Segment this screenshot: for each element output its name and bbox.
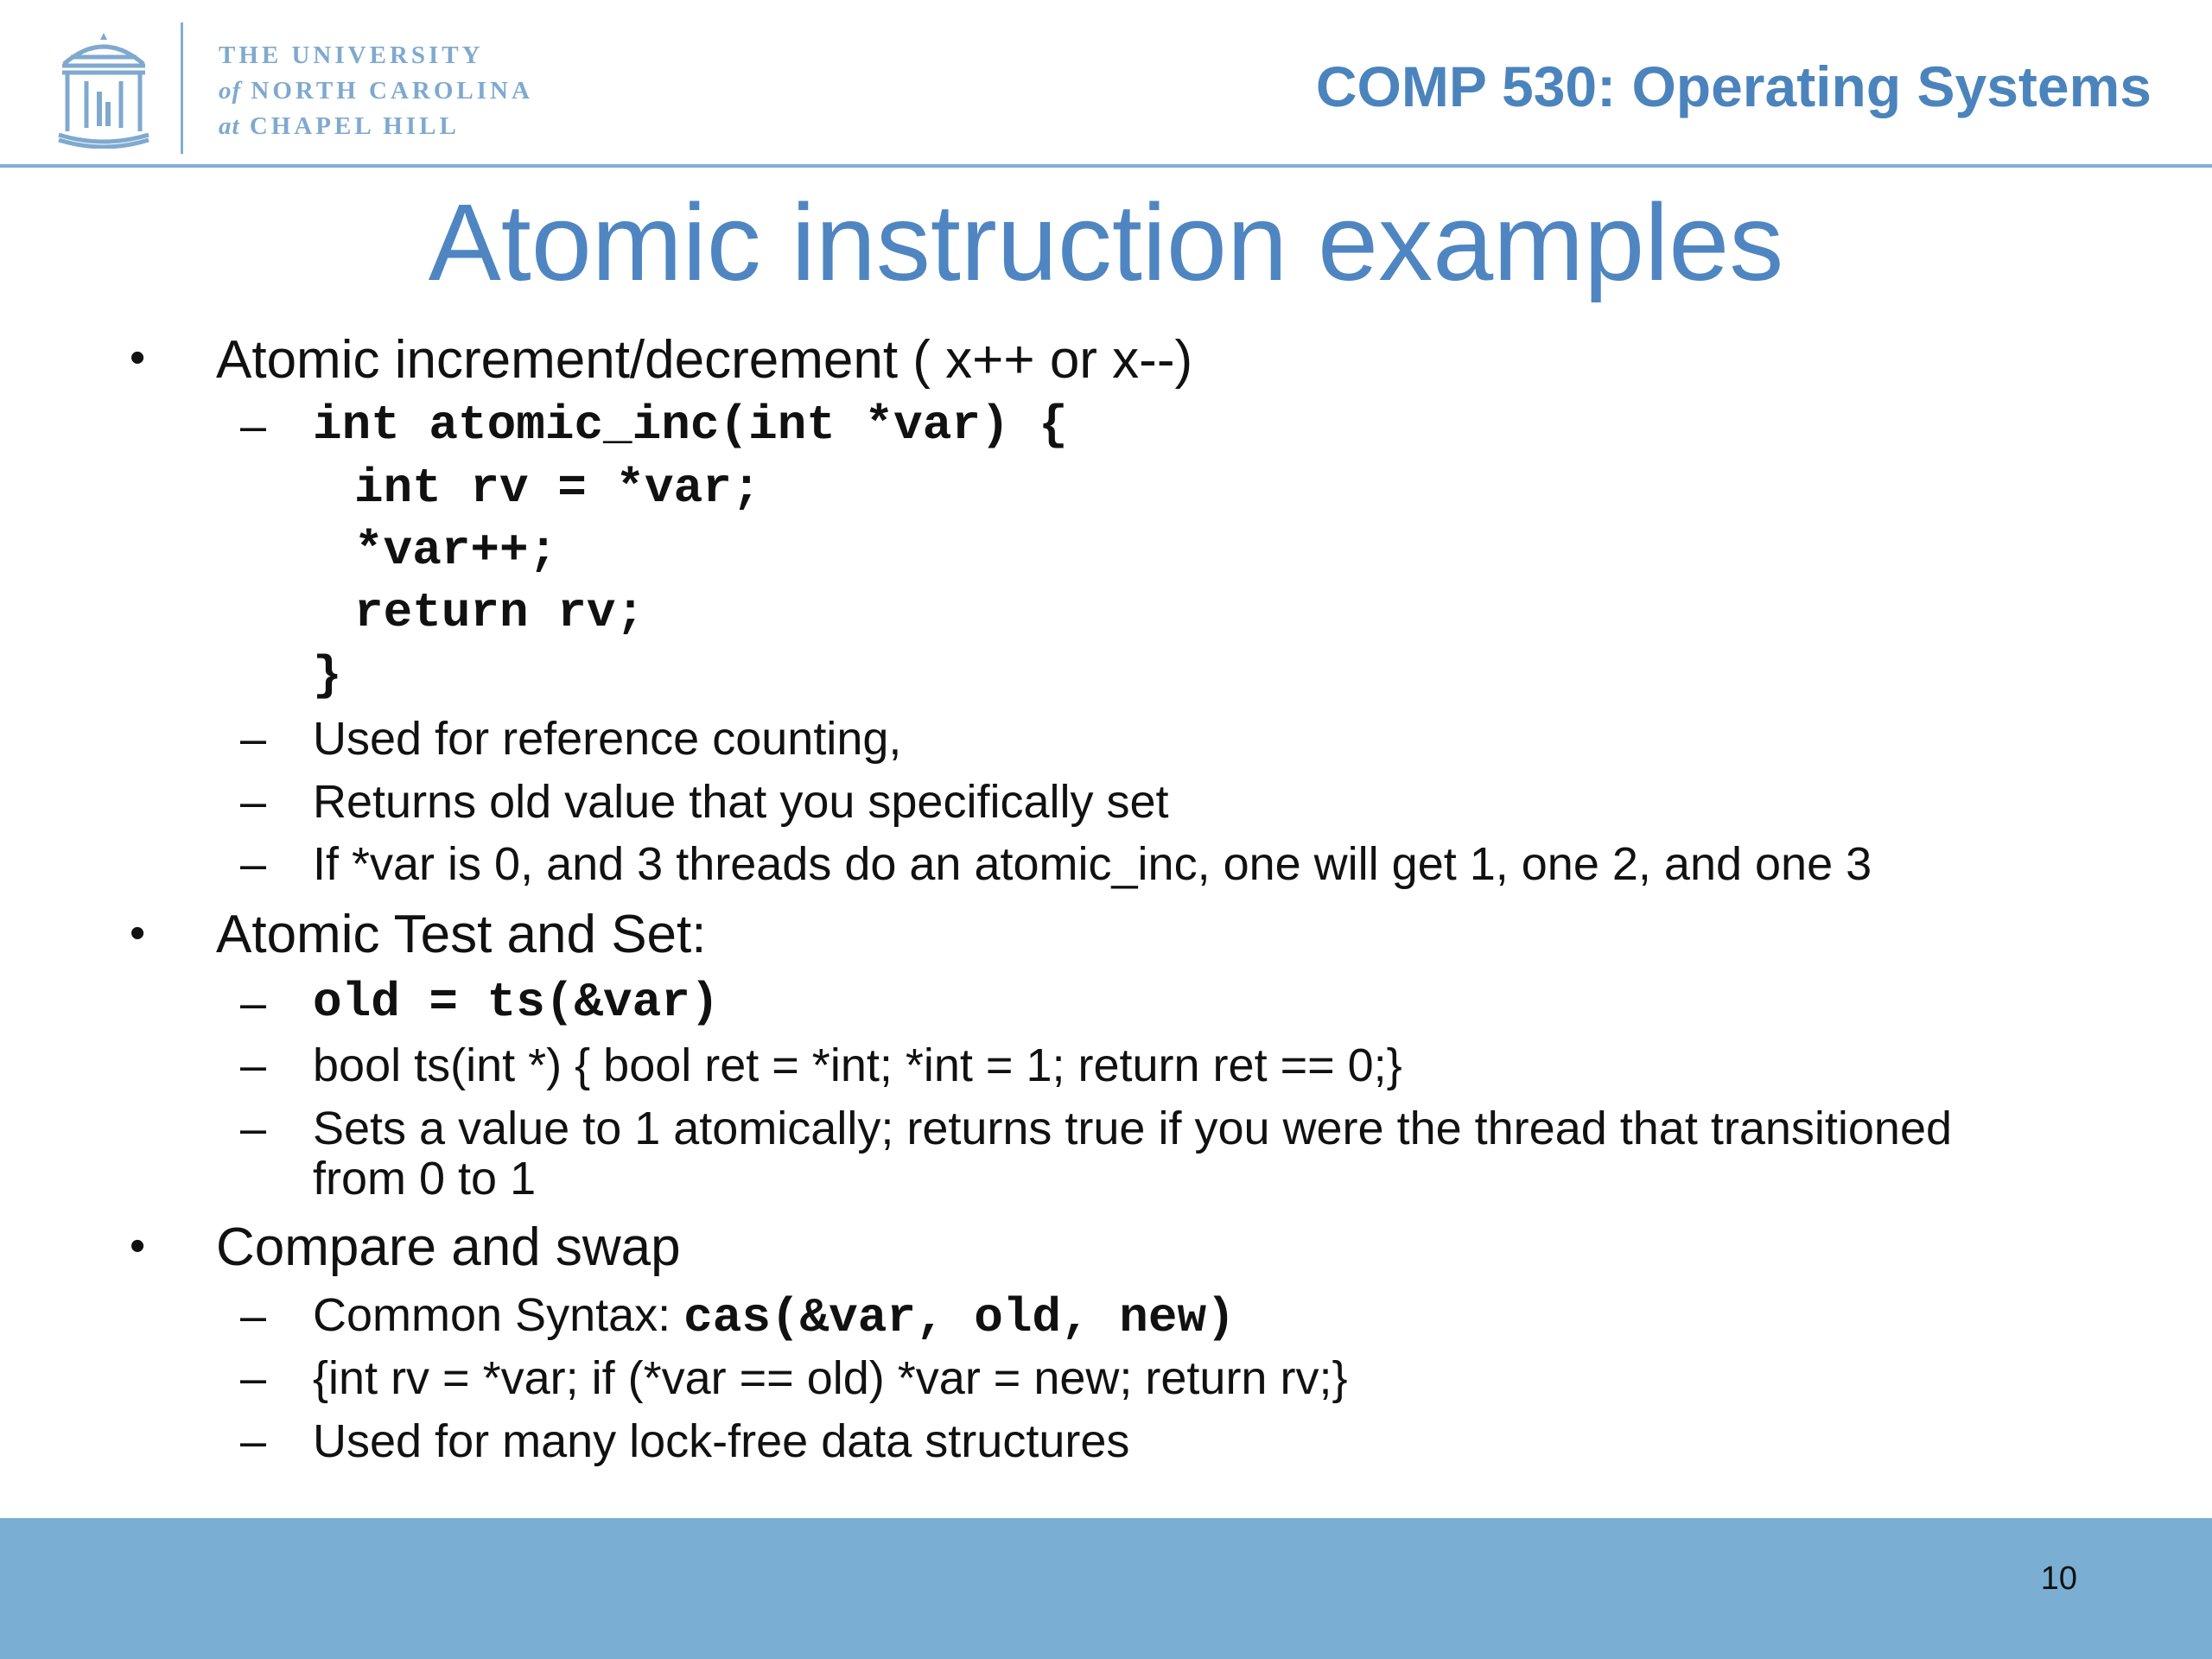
dash-marker: – xyxy=(240,1290,267,1342)
university-line-2-text: NORTH CAROLINA xyxy=(251,77,533,105)
syntax-code: cas(&var, old, new) xyxy=(683,1290,1236,1345)
bullet-2-code-item: old = ts(&var) xyxy=(313,975,720,1030)
bullet-3-subitem-1: {int rv = *var; if (*var == old) *var = new; return rv;} xyxy=(313,1352,1348,1404)
university-line-1: THE UNIVERSITY xyxy=(219,41,484,69)
dash-marker: – xyxy=(240,1103,267,1154)
dash-marker: – xyxy=(240,713,267,765)
dash-marker: – xyxy=(240,1415,267,1467)
code-line-1: int atomic_inc(int *var) { xyxy=(313,397,1068,453)
slide-header xyxy=(0,0,2212,164)
dash-marker: – xyxy=(240,400,267,452)
bullet-marker: • xyxy=(130,333,146,383)
university-at: at xyxy=(219,112,240,140)
logo-divider xyxy=(181,22,183,154)
bullet-2-subitem-2: Sets a value to 1 atomically; returns true if you were the thread that transitioned xyxy=(313,1103,1953,1154)
bullet-marker: • xyxy=(130,1221,146,1271)
university-name xyxy=(219,38,533,144)
university-of: of xyxy=(219,77,242,105)
slide-footer xyxy=(0,1518,2212,1659)
dash-marker: – xyxy=(240,1352,267,1404)
dash-marker: – xyxy=(240,776,267,828)
code-line-4: return rv; xyxy=(354,585,645,640)
syntax-label: Common Syntax: xyxy=(313,1289,684,1341)
bullet-1-subitem-2: Returns old value that you specifically set xyxy=(313,776,1169,828)
course-title: COMP 530: Operating Systems xyxy=(1315,54,2152,118)
code-line-5: } xyxy=(313,648,342,703)
slide-title: Atomic instruction examples xyxy=(428,181,1784,303)
bullet-marker: • xyxy=(130,908,146,958)
university-line-3-text: CHAPEL HILL xyxy=(249,112,460,140)
bullet-2-subitem-2-cont: from 0 to 1 xyxy=(313,1153,537,1205)
bullet-3-text: Compare and swap xyxy=(216,1217,681,1277)
university-line-3 xyxy=(219,109,533,144)
bullet-3-subitem-2: Used for many lock-free data structures xyxy=(313,1415,1130,1467)
header-rule xyxy=(0,164,2212,168)
code-line-2: int rv = *var; xyxy=(354,461,761,516)
bullet-2-subitem-1: bool ts(int *) { bool ret = *int; *int = 1; return ret == 0;} xyxy=(313,1039,1402,1091)
bullet-1-subitem-3: If *var is 0, and 3 threads do an atomic_inc, one will get 1, one 2, and one 3 xyxy=(313,838,1872,890)
university-line-2 xyxy=(219,73,533,109)
dash-marker: – xyxy=(240,838,267,890)
dash-marker: – xyxy=(240,977,267,1029)
bullet-1-text: Atomic increment/decrement ( x++ or x--) xyxy=(216,330,1193,390)
page-number: 10 xyxy=(2040,1560,2077,1597)
code-line-3: *var++; xyxy=(354,523,558,578)
bullet-3-syntax xyxy=(313,1287,1236,1345)
dash-marker: – xyxy=(240,1039,267,1091)
bullet-2-text: Atomic Test and Set: xyxy=(216,905,707,964)
bullet-1-subitem-1: Used for reference counting, xyxy=(313,713,902,765)
old-well-icon xyxy=(55,31,152,149)
